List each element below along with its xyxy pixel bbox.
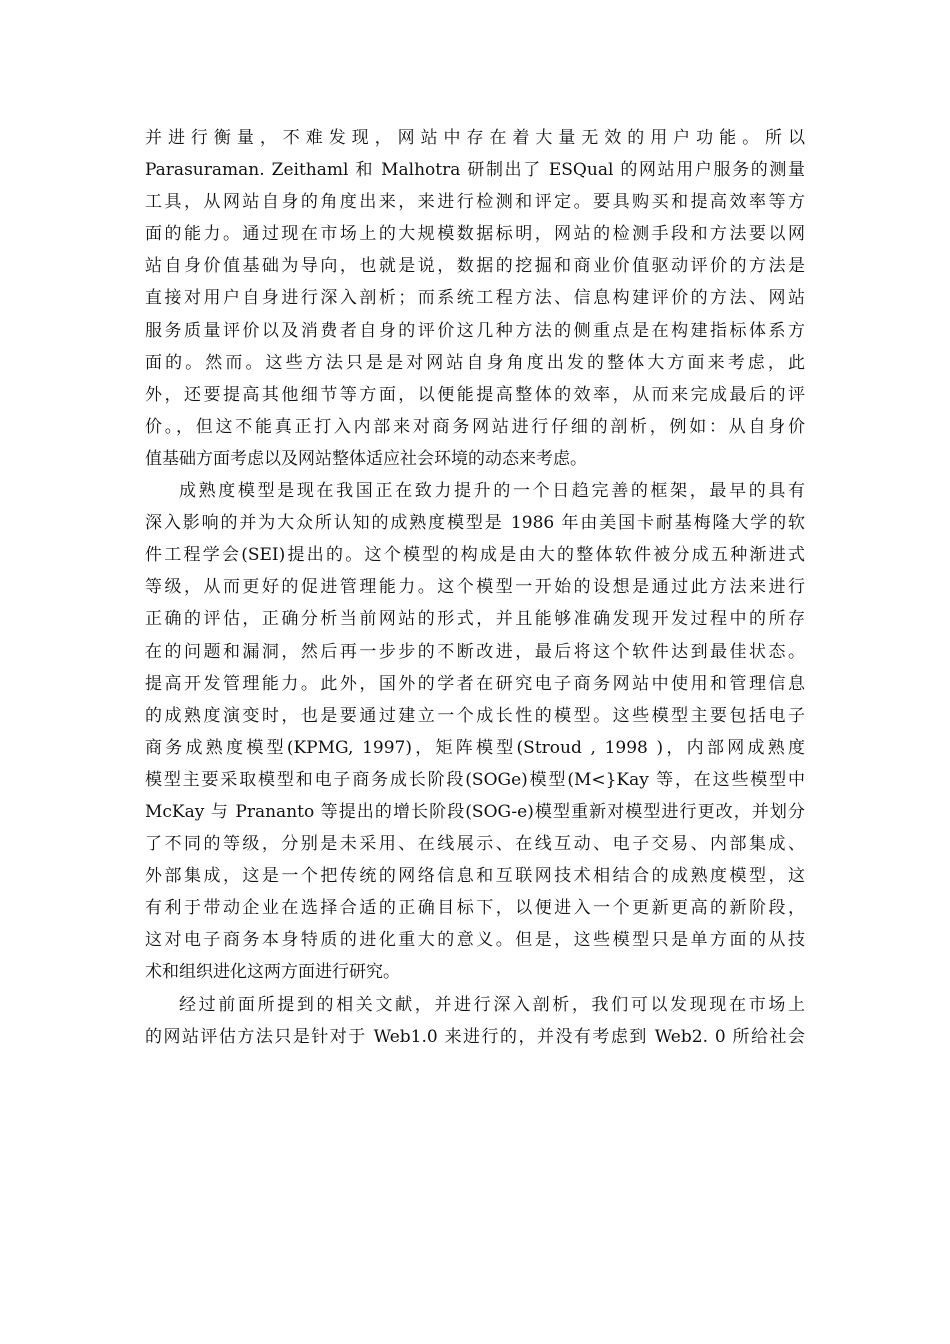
text-line: 这对电子商务本身特质的进化重大的意义。但是，这些模型只是单方面的从技 <box>145 930 805 951</box>
text-line: 有利于带动企业在选择合适的正确目标下，以便进入一个更新更高的新阶段， <box>145 898 805 919</box>
text-line: 了不同的等级，分别是未采用、在线展示、在线互动、电子交易、内部集成、 <box>145 834 805 855</box>
text-line: 模型主要采取模型和电子商务成长阶段(SOGe)模型(M<}Kay 等，在这些模型中 <box>145 769 805 790</box>
text-line: 的网站评估方法只是针对于 Web1.0 来进行的，并没有考虑到 Web2. 0 所给社会 <box>145 1026 805 1047</box>
text-line: 等级，从而更好的促进管理能力。这个模型一开始的设想是通过此方法来进行 <box>145 577 805 598</box>
body-text <box>145 122 805 1053</box>
text-line: 经过前面所提到的相关文献，并进行深入剖析，我们可以发现现在市场上 <box>179 994 805 1015</box>
text-line: 站自身价值基础为导向，也就是说，数据的挖掘和商业价值驱动评价的方法是 <box>145 256 805 277</box>
text-line: 术和组织进化这两方面进行研究。 <box>145 962 400 983</box>
paragraph-literature-summary <box>145 989 805 1053</box>
text-line: 面的。然而。这些方法只是是对网站自身角度出发的整体大方面来考虑，此 <box>145 352 805 373</box>
text-line: 面的能力。通过现在市场上的大规模数据标明，网站的检测手段和方法要以网 <box>145 224 805 245</box>
text-line: 深入影响的并为大众所认知的成熟度模型是 1986 年由美国卡耐基梅隆大学的软 <box>145 513 805 534</box>
text-line: 提高开发管理能力。此外，国外的学者在研究电子商务网站中使用和管理信息 <box>145 673 805 694</box>
text-line: 外，还要提高其他细节等方面，以便能提高整体的效率，从而来完成最后的评 <box>145 384 805 405</box>
text-line: 服务质量评价以及消费者自身的评价这几种方法的侧重点是在构建指标体系方 <box>145 320 805 341</box>
text-line: 工具，从网站自身的角度出来，来进行检测和评定。要具购买和提高效率等方 <box>145 192 805 213</box>
text-line: 外部集成，这是一个把传统的网络信息和互联网技术相结合的成熟度模型，这 <box>145 866 805 887</box>
text-line: 并进行衡量，不难发现，网站中存在着大量无效的用户功能。所以 <box>145 128 805 148</box>
text-line: 价。，但这不能真正打入内部来对商务网站进行仔细的剖析，例如：从自身价 <box>145 416 805 437</box>
text-line: McKay 与 Prananto 等提出的增长阶段(SOG-e)模型重新对模型进行更改，并划分 <box>145 801 805 822</box>
paragraph-website-evaluation <box>145 122 805 475</box>
text-line: 正确的评估，正确分析当前网站的形式，并且能够准确发现开发过程中的所存 <box>145 609 805 630</box>
text-line: 成熟度模型是现在我国正在致力提升的一个日趋完善的框架，最早的具有 <box>179 481 805 502</box>
text-line: 件工程学会(SEI)提出的。这个模型的构成是由大的整体软件被分成五种渐进式 <box>145 545 805 566</box>
text-line: 商务成熟度模型(KPMG, 1997)，矩阵模型(Stroud , 1998 )，内部网成熟度 <box>145 737 805 758</box>
paragraph-maturity-model <box>145 475 805 989</box>
text-line: Parasuraman. Zeithaml 和 Malhotra 研制出了 ESQual 的网站用户服务的测量 <box>145 160 805 181</box>
text-line: 在的问题和漏洞，然后再一步步的不断改进，最后将这个软件达到最佳状态。 <box>145 641 805 662</box>
text-line: 直接对用户自身进行深入剖析；而系统工程方法、信息构建评价的方法、网站 <box>145 288 805 309</box>
text-line: 值基础方面考虑以及网站整体适应社会环境的动态来考虑。 <box>145 448 587 469</box>
text-line: 的成熟度演变时，也是要通过建立一个成长性的模型。这些模型主要包括电子 <box>145 705 805 726</box>
